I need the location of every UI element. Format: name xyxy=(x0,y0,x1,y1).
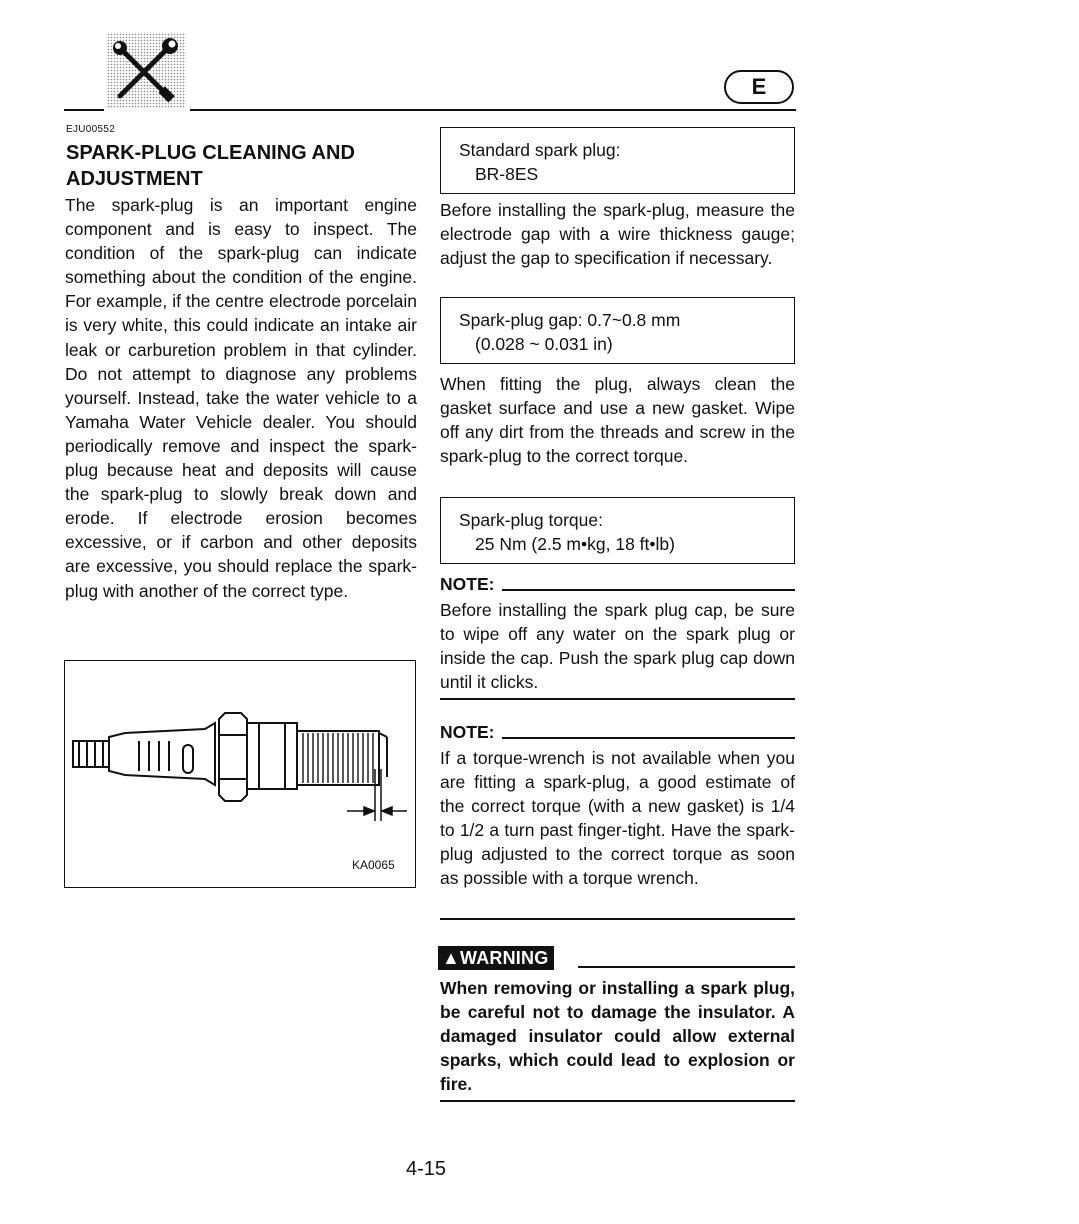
section-title: SPARK-PLUG CLEANING AND ADJUSTMENT xyxy=(66,142,355,190)
note-rule xyxy=(502,589,795,591)
note-rule xyxy=(502,737,795,739)
spec-value: 25 Nm (2.5 m•kg, 18 ft•lb) xyxy=(475,534,675,554)
spec-box-plug-gap xyxy=(440,297,795,364)
spec-box-standard-plug xyxy=(440,127,795,194)
spec-label: Spark-plug gap: 0.7~0.8 mm xyxy=(459,310,681,330)
measure-gap-paragraph: Before installing the spark-plug, measure the electrode gap with a wire thickness gauge; adjust the gap to specification if necessary. xyxy=(440,200,795,269)
warning-icon: ▲ xyxy=(442,948,461,968)
spark-plug-figure xyxy=(64,660,416,888)
spec-value: (0.028 ~ 0.031 in) xyxy=(475,334,613,354)
intro-paragraph: The spark-plug is an important engine component and is easy to inspect. The condition of the spark-plug can indicate something about the condition of the engine. For example, if the centre electrode porcelain is very white, this could indicate an intake air leak or carburetion problem in that cylinder. Do not attempt to diagnose any problems yourself. Instead, take the water vehicle to a Yamaha Water Vehicle dealer. You should periodically remove and inspect the spark-plug because heat and deposits will cause the spark-plug to slowly break down and erode. If electrode erosion becomes excessive, or if carbon and other deposits are excessive, you should replace the spark-plug with another of the correct type. xyxy=(65,195,417,601)
warning-text: When removing or installing a spark plug, be careful not to damage the insulator. A damaged insulator could allow external sparks, which could lead to explosion or fire. xyxy=(440,978,795,1095)
note-end-rule xyxy=(440,698,795,700)
page-number: 4-15 xyxy=(406,1158,447,1180)
warning-rule xyxy=(578,966,795,968)
spec-label: Standard spark plug: xyxy=(459,140,621,160)
header-rule-left xyxy=(64,109,104,111)
spec-label: Spark-plug torque: xyxy=(459,510,603,530)
section-code: EJU00552 xyxy=(66,124,116,135)
note-heading: NOTE: xyxy=(440,722,495,742)
fitting-plug-paragraph: When fitting the plug, always clean the gasket surface and use a new gasket. Wipe off any dirt from the threads and screw in the spark-plug to the correct torque. xyxy=(440,374,795,467)
spark-plug-diagram xyxy=(65,661,415,887)
warning-badge xyxy=(438,946,554,970)
note-end-rule xyxy=(440,918,795,920)
note-heading: NOTE: xyxy=(440,574,495,594)
figure-label: KA0065 xyxy=(352,858,395,872)
warning-label: WARNING xyxy=(460,948,549,968)
warning-end-rule xyxy=(440,1100,795,1102)
spec-box-torque xyxy=(440,497,795,564)
language-badge: E xyxy=(724,70,794,104)
tools-icon xyxy=(104,30,188,110)
note-text: Before installing the spark plug cap, be sure to wipe off any water on the spark plug or inside the cap. Push the spark plug cap down until it clicks. xyxy=(440,600,795,693)
header-rule xyxy=(190,109,796,111)
spec-value: BR-8ES xyxy=(475,164,539,184)
note-text: If a torque-wrench is not available when you are fitting a spark-plug, a good estimate of the correct torque (with a new gasket) is 1/4 to 1/2 a turn past finger-tight. Have the spark-plug adjusted to the correct torque as soon as possible with a torque wrench. xyxy=(440,748,795,889)
